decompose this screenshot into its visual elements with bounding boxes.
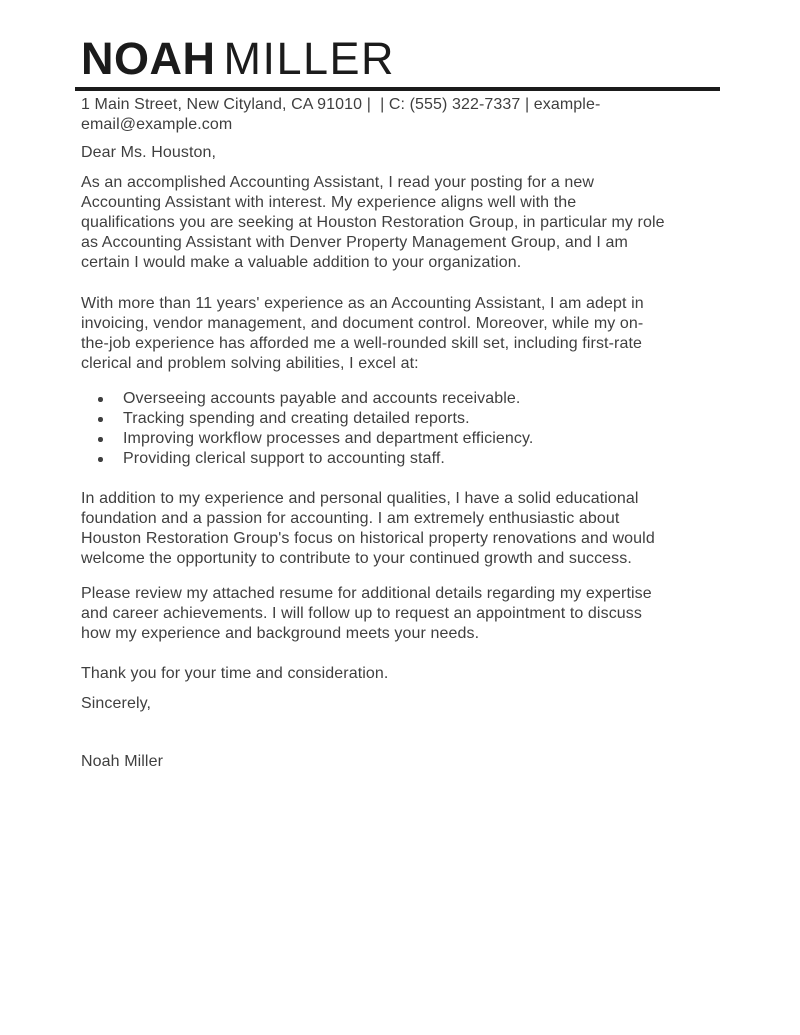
text-line: Houston Restoration Group's focus on historical property renovations and would bbox=[81, 530, 655, 547]
letter-header bbox=[81, 34, 730, 135]
text-line: Overseeing accounts payable and accounts receivable. bbox=[81, 389, 730, 409]
text-line: Tracking spending and creating detailed reports. bbox=[81, 409, 730, 429]
contact-line-1: 1 Main Street, New Cityland, CA 91010 | | C: (555) 322-7337 | example- bbox=[81, 96, 601, 113]
paragraph-intro bbox=[81, 173, 730, 273]
paragraph-follow-up bbox=[81, 584, 730, 644]
salutation: Dear Ms. Houston, bbox=[81, 144, 217, 161]
contact-line-2: email@example.com bbox=[81, 116, 233, 133]
text-line: as Accounting Assistant with Denver Property Management Group, and I am bbox=[81, 234, 628, 251]
skills-bullet-list bbox=[81, 389, 730, 469]
header-divider bbox=[75, 87, 720, 91]
text-line: welcome the opportunity to contribute to your continued growth and success. bbox=[81, 550, 632, 567]
page-title bbox=[81, 34, 730, 84]
text-line: invoicing, vendor management, and document control. Moreover, while my on- bbox=[81, 315, 644, 332]
text-line: In addition to my experience and personal qualities, I have a solid educational bbox=[81, 490, 639, 507]
text-line: Accounting Assistant with interest. My experience aligns well with the bbox=[81, 194, 577, 211]
signoff: Sincerely, bbox=[81, 695, 152, 712]
text-line: the-job experience has afforded me a well-rounded skill set, including first-rate bbox=[81, 335, 642, 352]
text-line: Please review my attached resume for additional details regarding my expertise bbox=[81, 585, 652, 602]
paragraph-experience bbox=[81, 294, 730, 374]
contact-info bbox=[81, 95, 730, 135]
text-line: certain I would make a valuable addition to your organization. bbox=[81, 254, 522, 271]
paragraph-education bbox=[81, 489, 730, 569]
first-name: NOAH bbox=[81, 33, 216, 84]
closing-thanks: Thank you for your time and consideration. bbox=[81, 665, 389, 682]
text-line: As an accomplished Accounting Assistant, I read your posting for a new bbox=[81, 174, 595, 191]
text-line: qualifications you are seeking at Houston Restoration Group, in particular my role bbox=[81, 214, 665, 231]
text-line: how my experience and background meets your needs. bbox=[81, 625, 480, 642]
text-line: foundation and a passion for accounting. I am extremely enthusiastic about bbox=[81, 510, 620, 527]
letter-body bbox=[81, 143, 730, 772]
text-line: clerical and problem solving abilities, I excel at: bbox=[81, 355, 419, 372]
text-line: and career achievements. I will follow up to request an appointment to discuss bbox=[81, 605, 642, 622]
text-line: Providing clerical support to accounting staff. bbox=[81, 449, 730, 469]
text-line: With more than 11 years' experience as an Accounting Assistant, I am adept in bbox=[81, 295, 644, 312]
text-line: Improving workflow processes and department efficiency. bbox=[81, 429, 730, 449]
last-name: MILLER bbox=[223, 33, 396, 84]
signature-name: Noah Miller bbox=[81, 753, 164, 770]
